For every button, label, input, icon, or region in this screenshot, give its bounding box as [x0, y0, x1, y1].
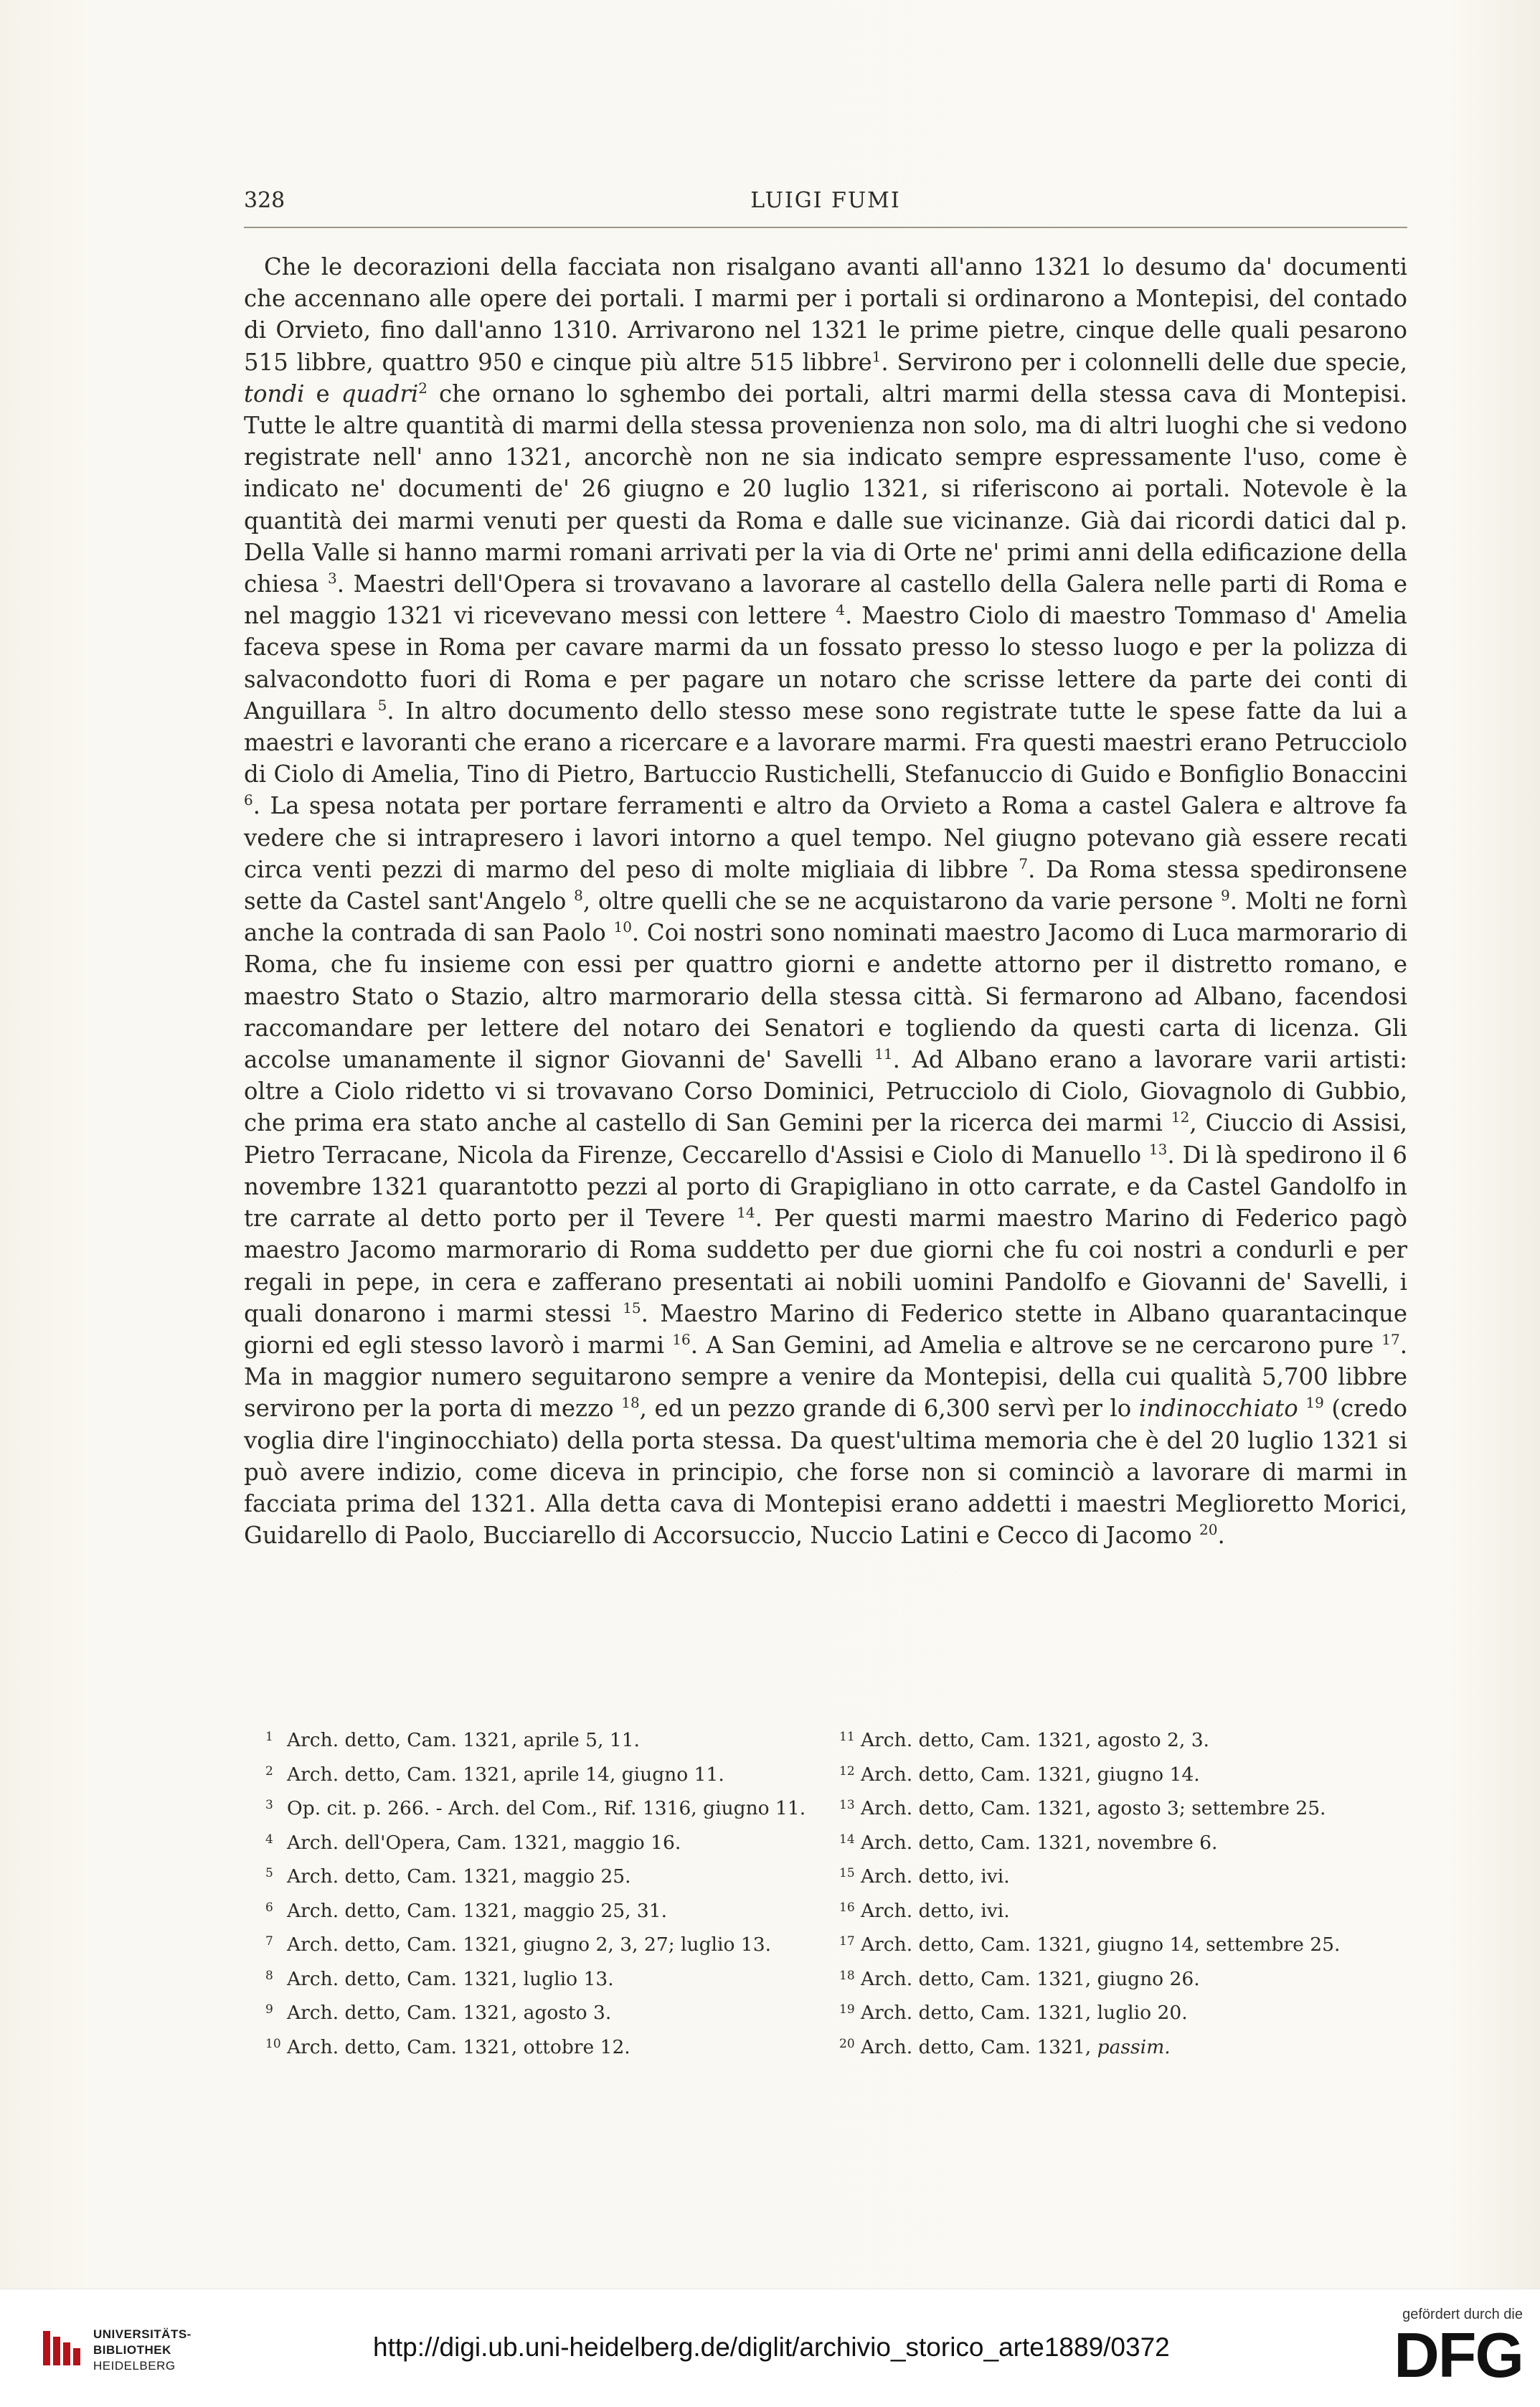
footnote-ref[interactable]: 1 — [871, 347, 882, 365]
footnote: 9 Arch. detto, Cam. 1321, agosto 3. — [265, 2002, 612, 2024]
running-head: LUIGI FUMI — [750, 188, 901, 213]
footnote-ref[interactable]: 11 — [874, 1045, 893, 1063]
paragraph: Che le decorazioni della facciata non risalgano avanti all'anno 1321 lo desumo da' documenti che accennano alle opere dei portali. I marmi per i portali si ordinarono a Montepisi, del contado di Orvieto, fino dall'anno 1310. Arrivarono nel 1321 le prime pietre, cinque delle quali pesarono 515 libbre, quattro 950 e cinque più altre 515 libbre$^1$. Servirono per i colonnelli delle due specie, tondi e quadri$^2$ che ornano lo sghembo dei portali, altri marmi della stessa cava di Montepisi. Tutte le altre quantità di marmi della stessa provenienza non solo, ma di altri luoghi che si vedono registrate nell' anno 1321, ancorchè non ne sia indicato sempre espressamente l'uso, come è indicato ne' documenti de' 26 giugno e 20 luglio 1321, si riferiscono ai portali. Notevole è la quantità dei marmi venuti per questi da Roma e dalle sue vicinanze. Già dai ricordi datici dal p. Della Valle si hanno marmi romani arrivati per la via di Orte ne' primi anni della edificazione della chiesa $^3$. Maestri dell'Opera si trovavano a lavorare al castello della Galera nelle parti di Roma e nel maggio 1321 vi ricevevano messi con lettere $^4$. Maestro Ciolo di maestro Tommaso d' Amelia faceva spese in Roma per cavare marmi da un fossato presso lo stesso luogo e per la polizza di salvacondotto fuori di Roma e per pagare un notaro che scrisse lettere da parte dei conti di Anguillara $^5$. In altro documento dello stesso mese sono registrate tutte le spese fatte da lui a maestri e lavoranti che erano a ricercare e a lavorare marmi. Fra questi maestri erano Petrucciolo di Ciolo di Amelia, Tino di Pietro, Bartuccio Rustichelli, Stefanuccio di Guido e Bonfiglio Bonaccini $^6$. La spesa notata per portare ferramenti e altro da Orvieto a Roma a castel Galera e altrove fa vedere che si intrapresero i lavori intorno a quel tempo. Nel giugno potevano già essere recati circa venti pezzi di marmo del peso di molte migliaia di libbre $^7$. Da Roma stessa spedironsene sette da Castel sant'Angelo $^8$, oltre quelli che se ne acquistarono da varie persone $^9$. Molti ne fornì anche la contrada di san Paolo $^{10}$. Coi nostri sono nominati maestro Jacomo di Luca marmorario di Roma, che fu insieme con essi per quattro giorni e andette attorno per il distretto romano, e maestro Stato o Stazio, altro marmorario della stessa città. Si fermarono ad Albano, facendosi raccomandare per lettere del notaro dei Senatori e togliendo da questi carta di licenza. Gli accolse umanamente il signor Giovanni de' Savelli $^{11}$. Ad Albano erano a lavorare varii artisti: oltre a Ciolo ridetto vi si trovavano Corso Dominici, Petrucciolo di Ciolo, Giovagnolo di Gubbio, che prima era stato anche al castello di San Gemini per la ricerca dei marmi $^{12}$, Ciuccio di Assisi, Pietro Terracane, Nicola da Firenze, Ceccarello d'Assisi e Ciolo di Manuello $^{13}$. Di là spedirono il 6 novembre 1321 quarantotto pezzi al porto di Grapigliano in otto carrate, e da Castel Gandolfo in tre carrate al detto porto per il Tevere $^{14}$. Per questi marmi maestro Marino di Federico pagò maestro Jacomo marmorario di Roma suddetto per due giorni che fu coi nostri a condurli e per regali in pepe, in cera e zafferano presentati ai nobili uomini Pandolfo e Giovanni de' Savelli, i quali donarono i marmi stessi $^{15}$. Maestro Marino di Federico stette in Albano quarantacinque giorni ed egli stesso lavorò i marmi $^{16}$. A San Gemini, ad Amelia e altrove se ne cercarono pure $^{17}$. Ma in maggior numero seguitarono sempre a venire da Montepisi, della cui qualità 5,700 libbre servirono per la porta di mezzo $^{18}$, ed un pezzo grande di 6,300 servì per lo indinocchiato $^{19}$ (credo voglia dire l'inginocchiato) della porta stessa. Da quest'ultima memoria che è del 20 luglio 1321 si può avere indizio, come diceva in principio, che forse non si cominciò a lavorare di marmi in facciata prima del 1321. Alla detta cava di Montepisi erano addetti i maestri Meglioretto Morici, Guidarello di Paolo, Bucciarello di Accorsuccio, Nuccio Latini e Cecco di Jacomo $^{20}$. — [244, 253, 1408, 1550]
footnote: 15 Arch. detto, ivi. — [839, 1865, 1010, 1888]
footnote-ref[interactable]: 17 — [1381, 1330, 1400, 1348]
footnote: 18 Arch. detto, Cam. 1321, giugno 26. — [839, 1967, 1200, 1990]
sponsor-block — [1365, 2307, 1523, 2400]
footnote-ref[interactable]: 14 — [737, 1204, 755, 1222]
footnote-ref[interactable]: 15 — [623, 1299, 641, 1316]
footnote-ref[interactable]: 3 — [328, 570, 337, 588]
footnote-ref[interactable]: 12 — [1171, 1108, 1190, 1126]
footnote: 5 Arch. detto, Cam. 1321, maggio 25. — [265, 1865, 631, 1888]
footnote-ref[interactable]: 7 — [1019, 854, 1029, 872]
footnote: 1 Arch. detto, Cam. 1321, aprile 5, 11. — [265, 1729, 640, 1751]
footnotes — [265, 1722, 1413, 2063]
footnote-ref[interactable]: 4 — [836, 601, 845, 619]
footnote-ref[interactable]: 13 — [1148, 1140, 1168, 1158]
footnote: 7 Arch. detto, Cam. 1321, giugno 2, 3, 27; luglio 13. — [265, 1933, 772, 1956]
footnote: 13 Arch. detto, Cam. 1321, agosto 3; settembre 25. — [839, 1797, 1326, 1819]
footnote-ref[interactable]: 20 — [1199, 1521, 1218, 1539]
footnote: 8 Arch. detto, Cam. 1321, luglio 13. — [265, 1967, 614, 1990]
dfg-logo[interactable]: DFG — [1394, 2319, 1523, 2390]
footer-bar — [0, 2289, 1540, 2407]
footnote-ref[interactable]: 19 — [1305, 1394, 1324, 1412]
permalink-url[interactable]: http://digi.ub.uni-heidelberg.de/diglit/archivio_storico_arte1889/0372 — [373, 2332, 1170, 2362]
library-name: UNIVERSITÄTS- BIBLIOTHEK HEIDELBERG — [93, 2327, 192, 2373]
footnotes-left-column — [265, 1722, 839, 2063]
footnote: 2 Arch. detto, Cam. 1321, aprile 14, giugno 11. — [265, 1763, 724, 1786]
footnote: 10 Arch. detto, Cam. 1321, ottobre 12. — [265, 2035, 630, 2058]
footnote: 19 Arch. detto, Cam. 1321, luglio 20. — [839, 2002, 1188, 2024]
footnote: 6 Arch. detto, Cam. 1321, maggio 25, 31. — [265, 1899, 668, 1922]
footnote-ref[interactable]: 5 — [377, 696, 387, 714]
footnote: 17 Arch. detto, Cam. 1321, giugno 14, settembre 25. — [839, 1933, 1341, 1956]
footnote: 11 Arch. detto, Cam. 1321, agosto 2, 3. — [839, 1729, 1209, 1751]
footnote-ref[interactable]: 10 — [613, 918, 632, 936]
page-header — [244, 185, 1407, 228]
footnote-ref[interactable]: 8 — [574, 887, 583, 905]
university-library-logo-icon — [40, 2327, 83, 2370]
footnote-ref[interactable]: 16 — [672, 1330, 691, 1348]
footnote-ref[interactable]: 2 — [418, 379, 427, 397]
footnote: 12 Arch. detto, Cam. 1321, giugno 14. — [839, 1763, 1200, 1786]
footnote: 20 Arch. detto, Cam. 1321, passim. — [839, 2035, 1171, 2058]
footnote: 14 Arch. detto, Cam. 1321, novembre 6. — [839, 1831, 1218, 1854]
body-text — [244, 251, 1407, 1551]
footnote-ref[interactable]: 6 — [244, 791, 253, 809]
footnote: 3 Op. cit. p. 266. - Arch. del Com., Rif. 1316, giugno 11. — [265, 1797, 806, 1819]
page-number: 328 — [244, 188, 285, 213]
footnote: 16 Arch. detto, ivi. — [839, 1899, 1010, 1922]
footnote-ref[interactable]: 9 — [1221, 887, 1230, 905]
footnote-ref[interactable]: 18 — [621, 1394, 640, 1412]
footnote: 4 Arch. dell'Opera, Cam. 1321, maggio 16. — [265, 1831, 681, 1854]
sponsor-label: gefördert durch die — [1402, 2307, 1523, 2322]
library-logo[interactable] — [40, 2318, 212, 2383]
footnotes-right-column — [839, 1722, 1413, 2063]
